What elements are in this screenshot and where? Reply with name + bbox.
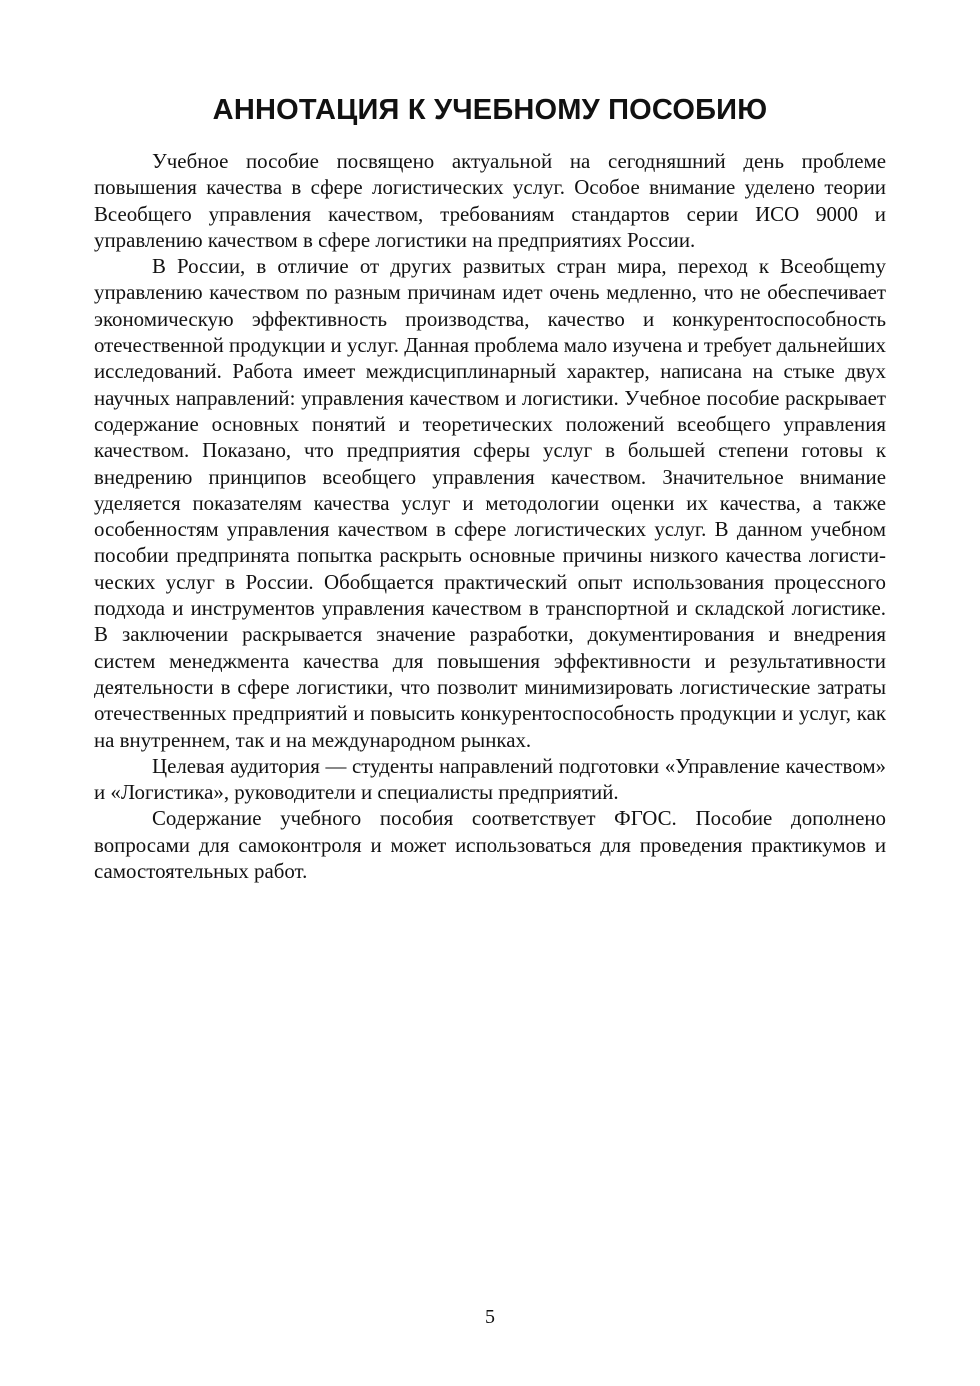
paragraph-standards: Содержание учебного пособия соответствует ФГОС. Пособие дополнено вопросами для самоконтроля и может использоваться для проведения практикумов и самостоятельных работ. bbox=[94, 806, 886, 884]
paragraph-intro: Учебное пособие посвящено актуальной на сегодняшний день проблеме повышения качества в сфере логистических услуг. Особое внимание уделено теории Всеобщего управления качеством, требованиям стандартов серии ИСО 9000 и управлению качеством в сфере логистики на предприятиях России. bbox=[94, 149, 886, 252]
page-title: АННОТАЦИЯ К УЧЕБНОМУ ПОСОБИЮ bbox=[212, 94, 768, 126]
page-number: 5 bbox=[485, 1306, 495, 1328]
paragraph-main: В России, в отличие от других развитых стран мира, переход к Всеобщеmу управлению качеством по разным причинам идет очень медленно, что не обеспечивает экономическую эффективность производства, качество и конкурентоспособность отечественной продукции и услуг. Данная проблема мало изучена и требует дальнейших исследований. Работа имеет междисциплинарный характер, написана на стыке двух научных направлений: управления качеством и логистики. Учебное пособие раскрывает содержание основных понятий и теоретических положений всеобщего управления качеством. Показано, что предприятия сферы услуг в большей степени готовы к внедрению принципов всеобщего управления качеством. Значительное внимание уделяется показателям качества услуг и методологии оценки их качества, а также особенностям управления качеством в сфере логистических услуг. В данном учебном пособии предпринята попытка раскрыть основные причины низкого качества логистических услуг в России. Обобщается практический опыт использования процессного подхода и инструментов управления качеством в транспортной и складской логистике. В заключении раскрывается значение разработки, документирования и внедрения систем менеджмента качества для повышения эффективности и результативности деятельности в сфере логистики, что позволит минимизировать логистические затраты отечественных предприятий и повысить конкурентоспособность продукции и услуг, как на внутреннем, так и на международном рынках. bbox=[94, 254, 886, 752]
annotation-body bbox=[94, 148, 886, 884]
paragraph-audience: Целевая аудитория — студенты направлений подготовки «Управление качеством» и «Логистика», руководители и специалисты предприятий. bbox=[94, 753, 886, 805]
